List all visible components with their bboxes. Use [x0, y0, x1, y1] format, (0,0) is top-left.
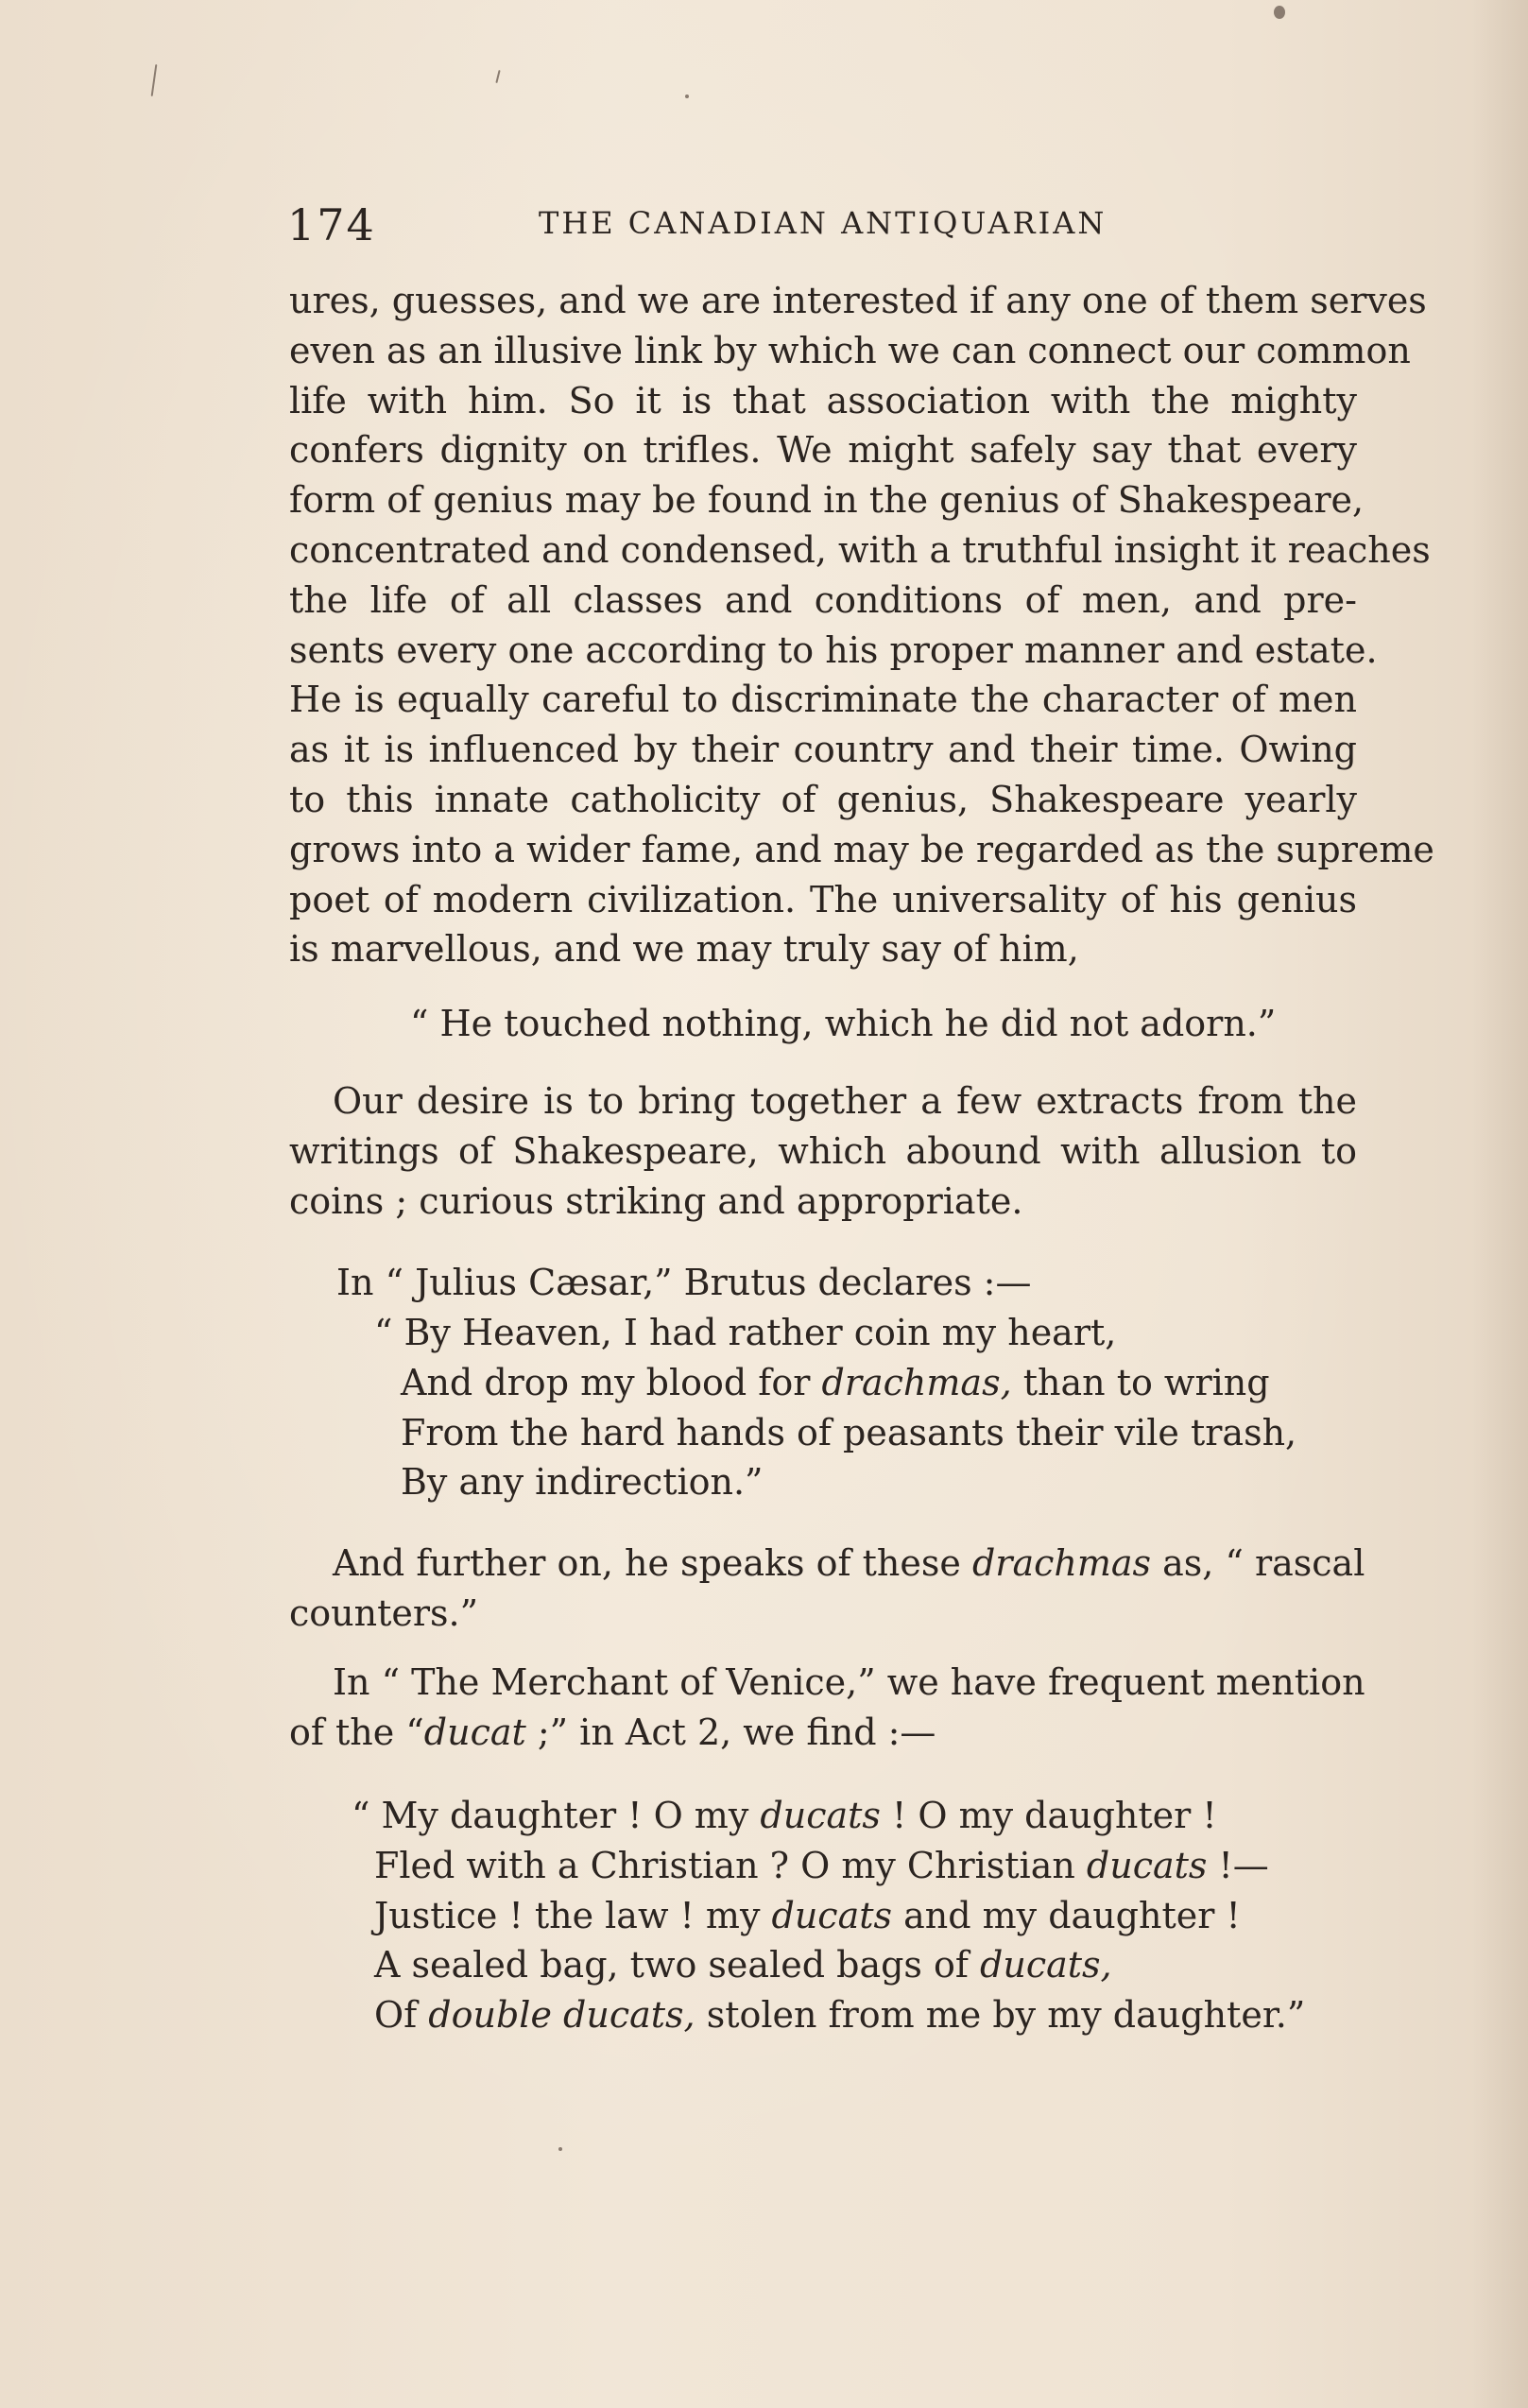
- text-line: In “ Julius Cæsar,” Brutus declares :—: [336, 1262, 1032, 1303]
- verse-line: [352, 1990, 1305, 2040]
- body-paragraph-2: [289, 1076, 1357, 1226]
- text-line: sents every one according to his proper manner and estate.: [289, 628, 1378, 671]
- text-line: to this innate catholicity of genius, Shakespeare yearly: [289, 778, 1357, 820]
- verse-text: ! O my daughter !: [880, 1795, 1217, 1836]
- merchant-quote: [352, 1791, 1305, 2040]
- julius-caesar-intro: [336, 1258, 1032, 1308]
- text-line: Our desire is to bring together a few extracts from the: [333, 1080, 1357, 1122]
- italic-word: ducats: [1086, 1844, 1208, 1886]
- text-line: He is equally careful to discriminate the character of men: [289, 679, 1357, 721]
- verse-text: stolen from me by my daughter.”: [695, 1994, 1306, 2037]
- verse-text: A sealed bag, two sealed bags of: [374, 1944, 981, 1987]
- italic-word: drachmas,: [821, 1361, 1012, 1403]
- italic-word: drachmas: [971, 1542, 1152, 1584]
- text-line: writings of Shakespeare, which abound with allusion to: [289, 1129, 1357, 1172]
- verse-text: Of: [374, 1994, 429, 2037]
- italic-word: ducat: [423, 1711, 526, 1753]
- text-line: grows into a wider fame, and may be regarded as the supreme: [289, 828, 1434, 870]
- verse-line: [352, 1940, 1305, 1990]
- verse-text: “ My daughter ! O my: [352, 1795, 761, 1836]
- verse-text: Fled with a Christian ? O my Christian: [374, 1844, 1087, 1886]
- verse-text: and my daughter !: [892, 1894, 1241, 1936]
- text-span: And further on, he speaks of these: [333, 1542, 972, 1584]
- text-line: coins ; curious striking and appropriate.: [289, 1179, 1023, 1222]
- text-line: form of genius may be found in the genius of Shakespeare,: [289, 479, 1365, 522]
- text-line: [289, 1539, 1365, 1589]
- verse-line: [374, 1358, 1296, 1408]
- text-line: ures, guesses, and we are interested if any one of them serves: [289, 280, 1427, 321]
- text-line: is marvellous, and we may truly say of him,: [289, 928, 1079, 971]
- italic-word: ducats,: [980, 1944, 1112, 1987]
- body-paragraph-1: [289, 276, 1434, 974]
- italic-word: ducats: [760, 1795, 881, 1836]
- running-title: THE CANADIAN ANTIQUARIAN: [539, 205, 1107, 241]
- quote-adorn: [410, 999, 1276, 1049]
- text-line: counters.”: [289, 1591, 479, 1634]
- italic-word: ducats: [771, 1894, 893, 1936]
- verse-line: From the hard hands of peasants their vile trash,: [401, 1411, 1297, 1453]
- italic-word: double ducats,: [428, 1994, 695, 2037]
- text-line: confers dignity on trifles. We might safely say that every: [289, 429, 1357, 472]
- text-line: the life of all classes and conditions of men, and pre-: [289, 578, 1357, 621]
- paper-speck: [495, 70, 500, 83]
- verse-line: [352, 1891, 1305, 1941]
- verse-text: And drop my blood for: [401, 1361, 822, 1403]
- page-number: 174: [287, 199, 376, 250]
- verse-line: [352, 1841, 1305, 1891]
- text-line: [289, 1708, 1357, 1758]
- page-header: [287, 194, 1365, 250]
- paper-speck: [1274, 6, 1285, 19]
- text-span: ;” in Act 2, we find :—: [525, 1711, 936, 1753]
- paper-speck: [685, 95, 689, 98]
- text-line: even as an illusive link by which we can connect our common: [289, 329, 1411, 371]
- verse-text: !—: [1207, 1844, 1269, 1886]
- merchant-paragraph: [289, 1658, 1365, 1758]
- verse-line: “ By Heaven, I had rather coin my heart,: [374, 1312, 1117, 1353]
- further-paragraph: [289, 1539, 1365, 1639]
- verse-text: Justice ! the law ! my: [374, 1894, 772, 1936]
- julius-caesar-quote: [374, 1308, 1296, 1507]
- text-span: of the “: [289, 1711, 424, 1753]
- text-line: poet of modern civilization. The universality of his genius: [289, 878, 1357, 920]
- verse-line: By any indirection.”: [401, 1461, 764, 1504]
- verse-line: [352, 1791, 1305, 1841]
- text-line: life with him. So it is that association with the mighty: [289, 379, 1357, 421]
- paper-speck: [151, 64, 158, 96]
- text-span: as, “ rascal: [1151, 1542, 1365, 1584]
- quote-line: “ He touched nothing, which he did not adorn.”: [410, 1003, 1277, 1044]
- verse-text: than to wring: [1011, 1361, 1270, 1403]
- text-line: In “ The Merchant of Venice,” we have frequent mention: [333, 1661, 1365, 1703]
- text-line: concentrated and condensed, with a truthful insight it reaches: [289, 528, 1431, 571]
- text-line: as it is influenced by their country and their time. Owing: [289, 729, 1357, 771]
- page-gutter-shadow: [1471, 0, 1528, 2408]
- paper-speck: [558, 2147, 562, 2151]
